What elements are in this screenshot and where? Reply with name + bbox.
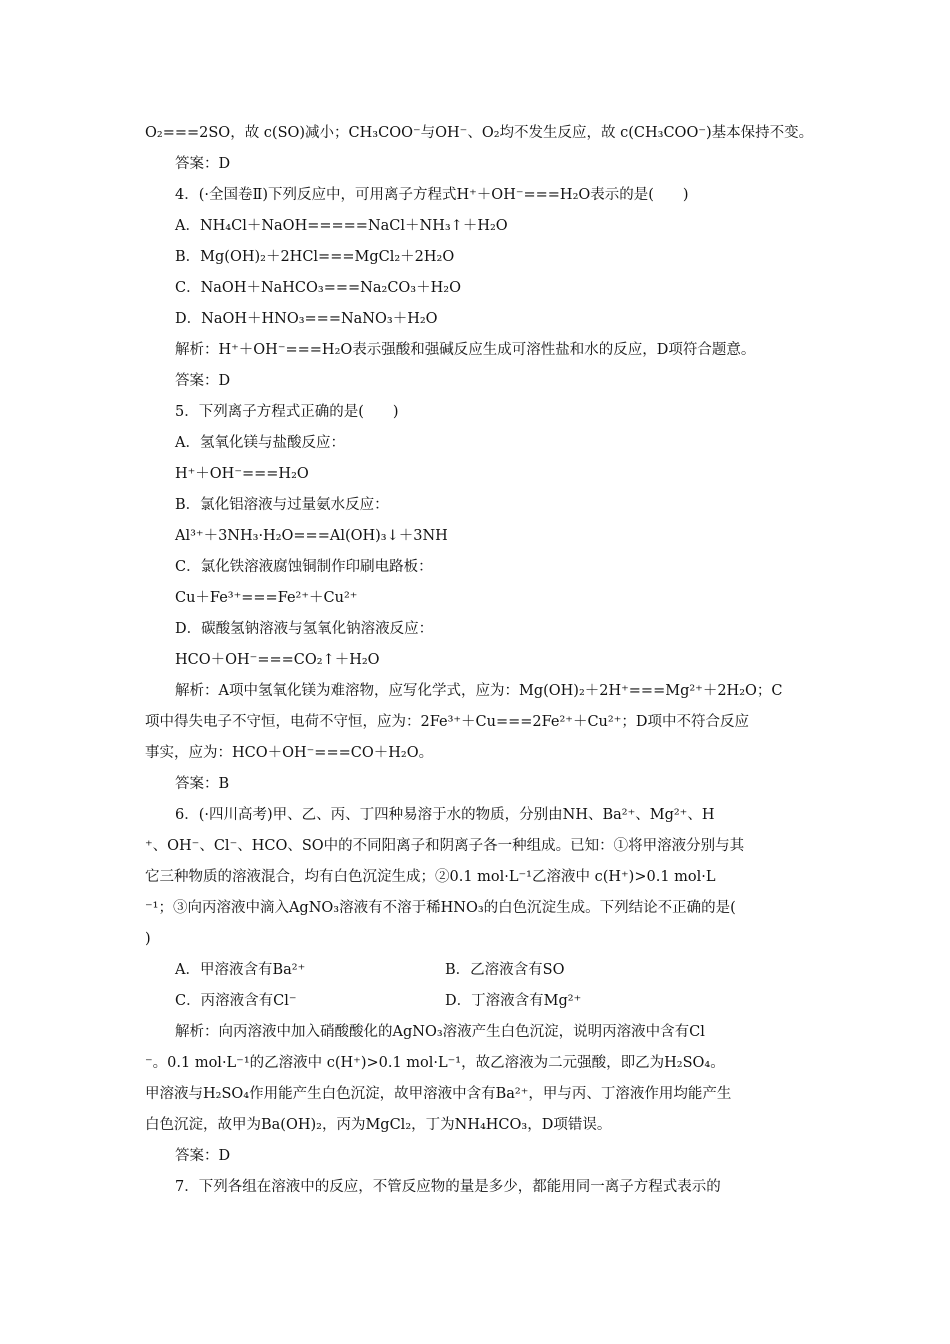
question-5: 5．下列离子方程式正确的是( ) bbox=[175, 404, 399, 420]
equation-line: Cu＋Fe³⁺===Fe²⁺＋Cu²⁺ bbox=[175, 590, 358, 606]
explanation-line: 解析：H⁺＋OH⁻===H₂O表示强酸和强碱反应生成可溶性盐和水的反应，D项符合题意。 bbox=[175, 342, 756, 358]
equation-line: Al³⁺＋3NH₃·H₂O===Al(OH)₃↓＋3NH bbox=[175, 528, 448, 544]
explanation-line: 解析：向丙溶液中加入硝酸酸化的AgNO₃溶液产生白色沉淀，说明丙溶液中含有Cl bbox=[175, 1024, 705, 1040]
explanation-line: 白色沉淀，故甲为Ba(OH)₂，丙为MgCl₂，丁为NH₄HCO₃，D项错误。 bbox=[145, 1117, 612, 1133]
option-a: A．氢氧化镁与盐酸反应： bbox=[175, 435, 345, 451]
option-b: B．Mg(OH)₂＋2HCl===MgCl₂＋2H₂O bbox=[175, 249, 455, 265]
option-d: D．丁溶液含有Mg²⁺ bbox=[445, 993, 582, 1009]
option-b: B．乙溶液含有SO bbox=[445, 962, 565, 978]
equation-line: H⁺＋OH⁻===H₂O bbox=[175, 466, 309, 482]
option-a: A．甲溶液含有Ba²⁺ bbox=[175, 962, 306, 978]
question-6: 6．(·四川高考)甲、乙、丙、丁四种易溶于水的物质，分别由NH、Ba²⁺、Mg²⁺、H bbox=[175, 807, 715, 823]
equation-line: HCO＋OH⁻===CO₂↑＋H₂O bbox=[175, 652, 380, 668]
explanation-line: 事实，应为：HCO＋OH⁻===CO＋H₂O。 bbox=[145, 745, 434, 761]
explanation-line: 解析：A项中氢氧化镁为难溶物，应写化学式，应为：Mg(OH)₂＋2H⁺===Mg²⁺＋2H₂O；C bbox=[175, 683, 783, 699]
question-6-line: 它三种物质的溶液混合，均有白色沉淀生成；②0.1 mol·L⁻¹乙溶液中 c(H⁺)>0.1 mol·L bbox=[145, 869, 716, 885]
option-c: C．NaOH＋NaHCO₃===Na₂CO₃＋H₂O bbox=[175, 280, 461, 296]
question-7: 7．下列各组在溶液中的反应，不管反应物的量是多少，都能用同一离子方程式表示的 bbox=[175, 1179, 721, 1195]
question-6-line: ) bbox=[145, 931, 151, 947]
question-6-line: ⁺、OH⁻、Cl⁻、HCO、SO中的不同阳离子和阴离子各一种组成。已知：①将甲溶液分别与其 bbox=[145, 838, 745, 854]
answer-line: 答案：B bbox=[175, 776, 230, 792]
text-line: O₂===2SO，故 c(SO)减小；CH₃COO⁻与OH⁻、O₂均不发生反应，故 c(CH₃COO⁻)基本保持不变。 bbox=[145, 125, 814, 141]
option-a: A．NH₄Cl＋NaOH=====NaCl＋NH₃↑＋H₂O bbox=[175, 218, 508, 234]
option-d: D．NaOH＋HNO₃===NaNO₃＋H₂O bbox=[175, 311, 438, 327]
explanation-line: 项中得失电子不守恒，电荷不守恒，应为：2Fe³⁺＋Cu===2Fe²⁺＋Cu²⁺；D项中不符合反应 bbox=[145, 714, 749, 730]
option-d: D．碳酸氢钠溶液与氢氧化钠溶液反应： bbox=[175, 621, 434, 637]
answer-line: 答案：D bbox=[175, 1148, 231, 1164]
explanation-line: ⁻。0.1 mol·L⁻¹的乙溶液中 c(H⁺)>0.1 mol·L⁻¹，故乙溶液为二元强酸，即乙为H₂SO₄。 bbox=[145, 1055, 725, 1071]
question-6-line: ⁻¹；③向丙溶液中滴入AgNO₃溶液有不溶于稀HNO₃的白色沉淀生成。下列结论不正确的是( bbox=[145, 900, 736, 916]
option-c: C．丙溶液含有Cl⁻ bbox=[175, 993, 297, 1009]
question-4: 4．(·全国卷Ⅱ)下列反应中，可用离子方程式H⁺＋OH⁻===H₂O表示的是( ) bbox=[175, 187, 689, 203]
answer-line: 答案：D bbox=[175, 373, 231, 389]
answer-line: 答案：D bbox=[175, 156, 231, 172]
explanation-line: 甲溶液与H₂SO₄作用能产生白色沉淀，故甲溶液中含有Ba²⁺，甲与丙、丁溶液作用均能产生 bbox=[145, 1086, 732, 1102]
option-b: B．氯化铝溶液与过量氨水反应： bbox=[175, 497, 389, 513]
option-c: C．氯化铁溶液腐蚀铜制作印刷电路板： bbox=[175, 559, 433, 575]
